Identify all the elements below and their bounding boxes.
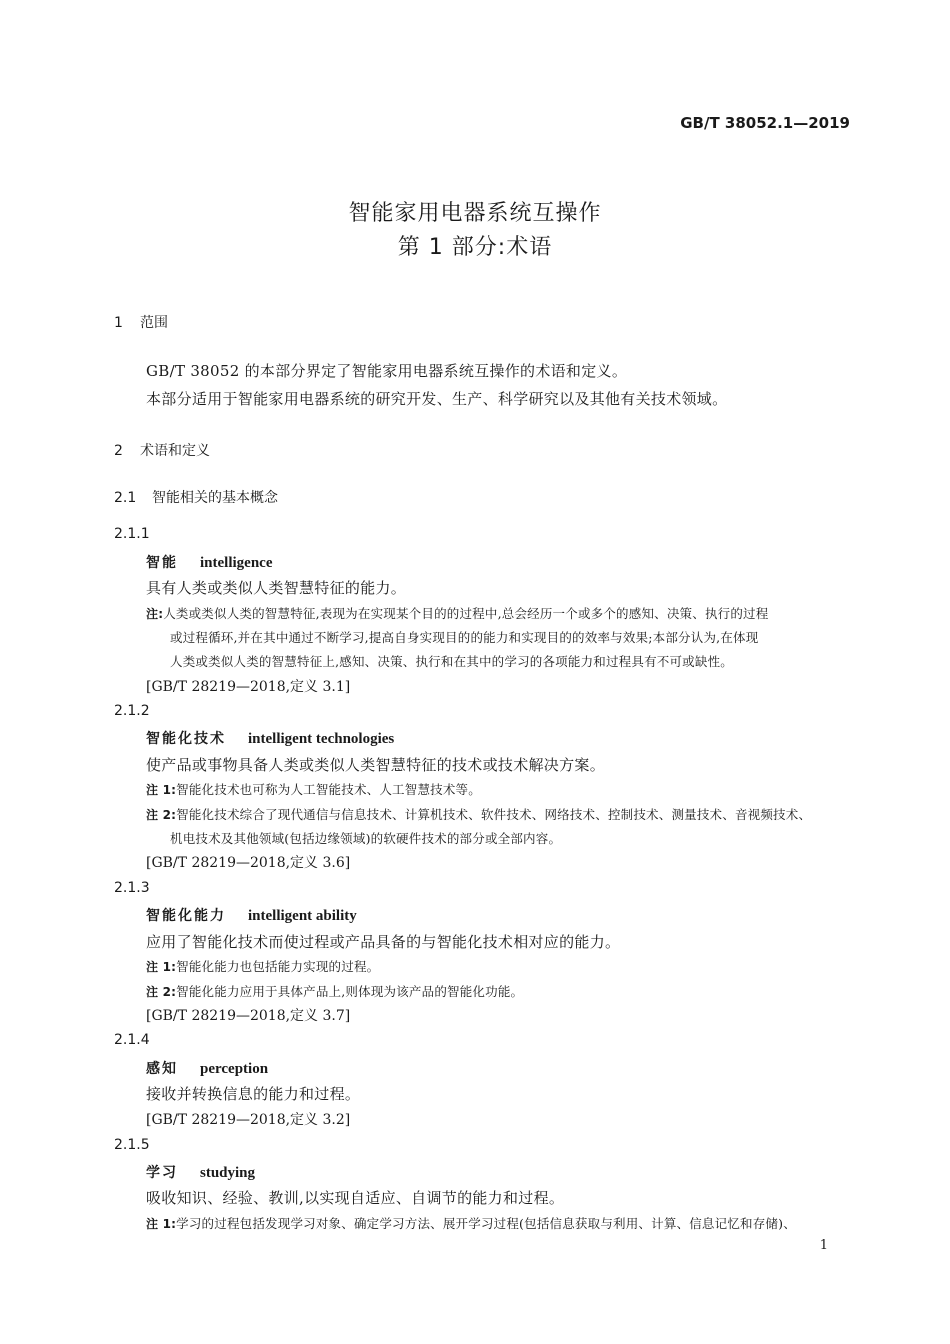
document-title-line2: 第 1 部分:术语 — [397, 235, 553, 260]
section-2-1-heading — [114, 487, 278, 507]
note-text: 人类或类似人类的智慧特征上,感知、决策、执行和在其中的学习的各项能力和过程具有不可或缺性。 — [170, 654, 733, 669]
term-definition: 应用了智能化技术而使过程或产品具备的与智能化技术相对应的能力。 — [146, 933, 621, 951]
section-title: 智能相关的基本概念 — [152, 490, 278, 506]
section-number: 1 — [114, 315, 123, 331]
note-label: 注 2: — [146, 985, 177, 999]
note-text: 学习的过程包括发现学习对象、确定学习方法、展开学习过程(包括信息获取与利用、计算、信息记忆和存储)、 — [176, 1216, 796, 1231]
page-number: 1 — [819, 1238, 828, 1253]
document-title-line1: 智能家用电器系统互操作 — [348, 201, 602, 226]
paragraph: 本部分适用于智能家用电器系统的研究开发、生产、科学研究以及其他有关技术领域。 — [146, 390, 728, 408]
note-label: 注 1: — [146, 960, 177, 974]
section-title: 术语和定义 — [140, 443, 210, 459]
term-english: intelligent technologies — [248, 731, 395, 747]
term-chinese: 智能 — [146, 555, 178, 571]
note — [146, 604, 768, 622]
section-1-heading — [114, 312, 168, 332]
term-entry — [146, 728, 394, 748]
term-english: perception — [200, 1061, 269, 1077]
term-chinese: 智能化能力 — [146, 908, 226, 924]
term-entry — [146, 905, 357, 925]
term-chinese: 智能化技术 — [146, 731, 226, 747]
note-text: 人类或类似人类的智慧特征,表现为在实现某个目的的过程中,总会经历一个或多个的感知、决策、执行的过程 — [163, 606, 769, 621]
section-title: 范围 — [140, 315, 168, 331]
note-label: 注 1: — [146, 783, 177, 797]
term-definition: 使产品或事物具备人类或类似人类智慧特征的技术或技术解决方案。 — [146, 756, 606, 774]
term-chinese: 感知 — [146, 1061, 178, 1077]
term-number: 2.1.1 — [114, 526, 150, 542]
term-entry — [146, 1058, 268, 1078]
note — [146, 957, 379, 975]
term-source: [GB/T 28219—2018,定义 3.6] — [146, 855, 351, 871]
term-chinese: 学习 — [146, 1165, 178, 1181]
section-2-heading — [114, 440, 210, 460]
section-number: 2.1 — [114, 490, 137, 506]
note-text: 智能化技术综合了现代通信与信息技术、计算机技术、软件技术、网络技术、控制技术、测量技术、音视频技术、 — [176, 807, 812, 822]
note-label: 注 1: — [146, 1217, 177, 1231]
term-english: intelligence — [200, 555, 273, 571]
term-source: [GB/T 28219—2018,定义 3.2] — [146, 1112, 351, 1128]
note-text: 智能化能力应用于具体产品上,则体现为该产品的智能化功能。 — [176, 984, 524, 999]
term-entry — [146, 1162, 255, 1182]
note-text: 智能化能力也包括能力实现的过程。 — [176, 959, 380, 974]
term-english: intelligent ability — [248, 908, 357, 924]
term-number: 2.1.2 — [114, 703, 150, 719]
term-entry — [146, 552, 272, 572]
term-number: 2.1.3 — [114, 880, 150, 896]
note-label: 注 2: — [146, 808, 177, 822]
note — [146, 1214, 796, 1232]
term-source: [GB/T 28219—2018,定义 3.7] — [146, 1008, 351, 1024]
term-definition: 具有人类或类似人类智慧特征的能力。 — [146, 579, 407, 597]
term-definition: 吸收知识、经验、教训,以实现自适应、自调节的能力和过程。 — [146, 1189, 565, 1207]
term-number: 2.1.4 — [114, 1032, 150, 1048]
term-number: 2.1.5 — [114, 1137, 150, 1153]
note — [146, 805, 811, 823]
paragraph: GB/T 38052 的本部分界定了智能家用电器系统互操作的术语和定义。 — [146, 362, 628, 380]
note-text: 机电技术及其他领域(包括边缘领域)的软硬件技术的部分或全部内容。 — [170, 831, 562, 846]
note — [146, 780, 481, 798]
section-number: 2 — [114, 443, 123, 459]
note-label: 注: — [146, 607, 164, 621]
note-text: 智能化技术也可称为人工智能技术、人工智慧技术等。 — [176, 782, 481, 797]
term-english: studying — [200, 1165, 256, 1181]
term-definition: 接收并转换信息的能力和过程。 — [146, 1085, 361, 1103]
note — [146, 982, 523, 1000]
term-source: [GB/T 28219—2018,定义 3.1] — [146, 679, 351, 695]
standard-code: GB/T 38052.1—2019 — [680, 114, 850, 132]
note-text: 或过程循环,并在其中通过不断学习,提高自身实现目的的能力和实现目的的效率与效果;本部分认为,在体现 — [170, 630, 759, 645]
